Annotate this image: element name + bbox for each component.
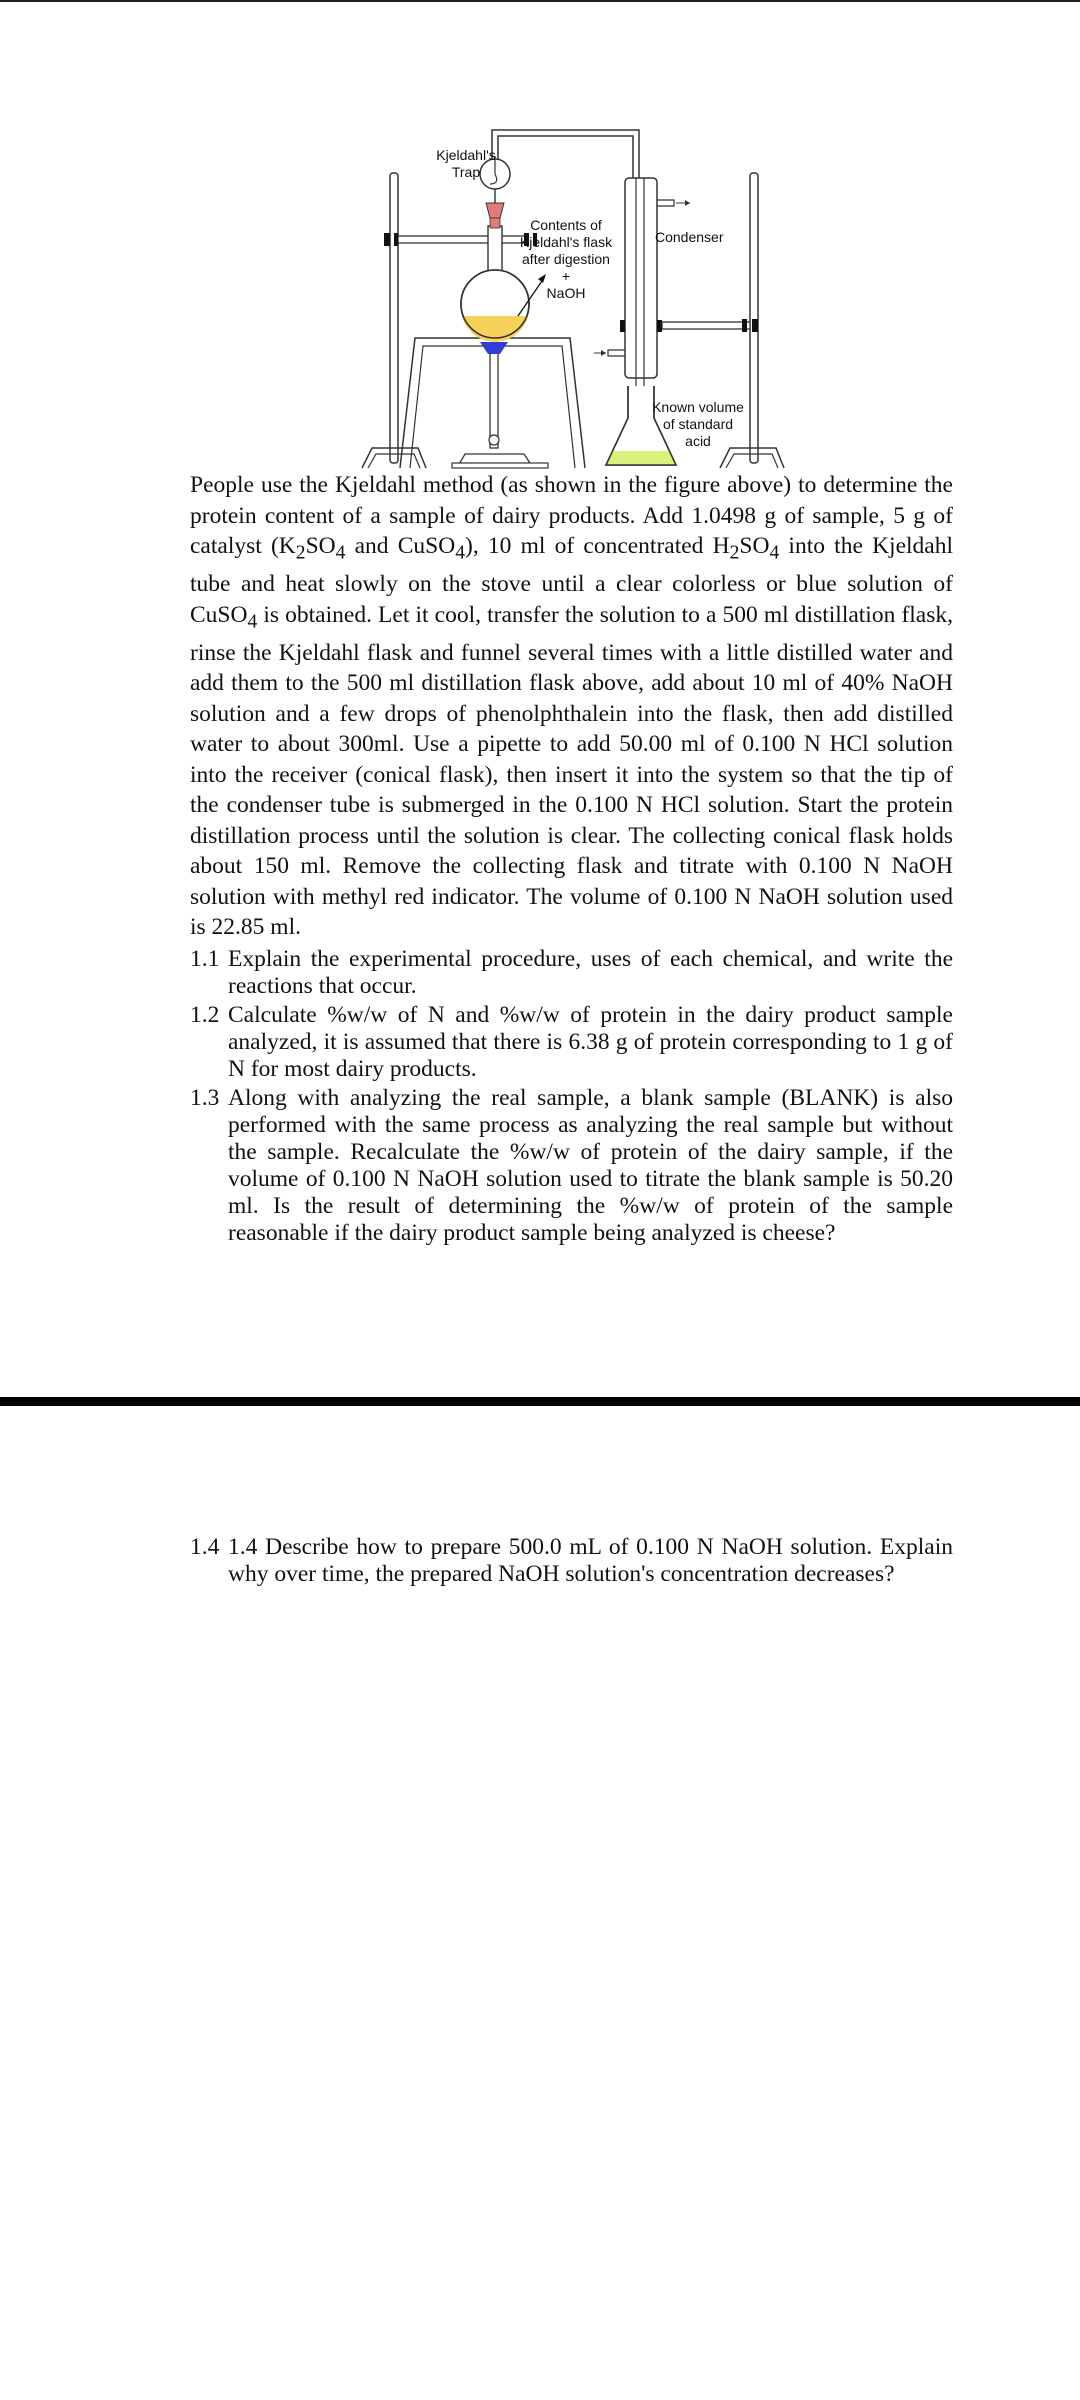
condenser-label: Condenser <box>655 229 724 245</box>
question-number: 1.2 <box>190 1002 220 1028</box>
question-list-continued <box>190 1534 953 1590</box>
question-number: 1.1 <box>190 946 220 972</box>
kjeldahl-flask <box>461 203 529 342</box>
kjeldahl-apparatus-figure <box>340 118 800 472</box>
top-rule <box>0 0 1080 2</box>
question-1-1 <box>190 946 953 1000</box>
contents-label-line4: + <box>561 268 571 284</box>
contents-label-line3: after digestion <box>522 251 610 267</box>
kjeldahl-trap <box>480 130 639 203</box>
contents-label-line2: Kjeldahl's flask <box>519 234 613 250</box>
contents-label-line5: NaOH <box>546 285 586 301</box>
question-text: Explain the experimental procedure, uses of each chemical, and write the reactions that occur. <box>228 946 953 999</box>
question-text: 1.4 Describe how to prepare 500.0 mL of 0.100 N NaOH solution. Explain why over time, the prepared NaOH solution's concentration decreases? <box>228 1534 953 1587</box>
burner-flame <box>480 342 508 354</box>
page-divider <box>0 1397 1080 1406</box>
trap-label-line1: Kjeldahl's <box>436 147 496 163</box>
acid-label-line3: acid <box>685 433 711 449</box>
question-number: 1.3 <box>190 1085 220 1111</box>
acid-liquid <box>606 451 676 465</box>
question-list <box>190 946 953 1249</box>
intro-paragraph: People use the Kjeldahl method (as shown in the figure above) to determine the protein content of a sample of dairy products. Add 1.0498 g of sample, 5 g of catalyst ($K_2SO_4$ and CuSO$_4$), 10 ml of concentrated $H_2SO_4$ into the Kjeldahl tube and heat slowly on the stove until a clear colorless or blue solution of CuSO$_4$ is obtained. Let it cool, transfer the solution to a 500 ml distillation flask, rinse the Kjeldahl flask and funnel several times with a little distilled water and add them to the 500 ml distillation flask above, add about 10 ml of 40% NaOH solution and a few drops of phenolphthalein into the flask, then add distilled water to about 300ml. Use a pipette to add 50.00 ml of 0.100 N HCl solution into the receiver (conical flask), then insert it into the system so that the tip of the condenser tube is submerged in the 0.100 N HCl solution. Start the protein distillation process until the solution is clear. The collecting conical flask holds about 150 ml. Remove the collecting flask and titrate with 0.100 N NaOH solution with methyl red indicator. The volume of 0.100 N NaOH solution used is 22.85 ml. <box>190 472 954 941</box>
question-number: 1.4 <box>190 1534 220 1560</box>
question-1-4 <box>190 1534 953 1588</box>
question-1-2 <box>190 1002 953 1083</box>
acid-label-line2: of standard <box>662 416 734 432</box>
burner-tripod <box>400 338 585 468</box>
question-text: Along with analyzing the real sample, a blank sample (BLANK) is also performed with the same process as analyzing the real sample but without the sample. Recalculate the %w/w of protein of the dairy sample, if the volume of 0.100 N NaOH solution used to titrate the blank sample is 50.20 ml. Is the result of determining the %w/w of protein of the sample reasonable if the dairy product sample being analyzed is cheese? <box>228 1085 953 1246</box>
question-text: Calculate %w/w of N and %w/w of protein in the dairy product sample analyzed, it is assumed that there is 6.38 g of protein corresponding to 1 g of N for most dairy products. <box>228 1002 953 1082</box>
trap-label-line2: Trap <box>451 164 481 180</box>
stopper <box>486 203 504 218</box>
question-1-3 <box>190 1085 953 1247</box>
acid-label-line1: Known volume <box>652 399 744 415</box>
contents-label-line1: Contents of <box>530 217 602 233</box>
